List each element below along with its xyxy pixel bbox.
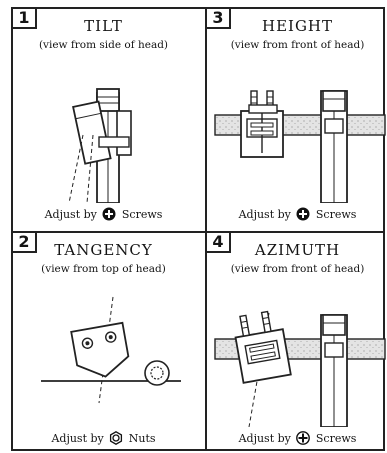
adjust-part: Screws — [315, 208, 357, 221]
adjust-label: Adjust by — [238, 432, 291, 445]
panel-subtitle: (view from side of head) — [38, 39, 169, 51]
azimuth-diagram — [207, 277, 387, 427]
tangency-diagram — [13, 277, 194, 427]
adjust-label: Adjust by — [51, 432, 104, 445]
panel-tangency — [13, 233, 194, 453]
adjust-part: Screws — [315, 432, 357, 445]
panel-subtitle: (view from front of head) — [230, 263, 365, 275]
panel-subtitle: (view from front of head) — [230, 39, 365, 51]
adjustment-diagram-grid — [11, 7, 385, 451]
panel-number: 3 — [205, 7, 231, 29]
panel-number: 1 — [11, 7, 37, 29]
plus-circle-icon — [102, 207, 116, 221]
adjust-caption — [207, 207, 387, 221]
panel-subtitle: (view from top of head) — [41, 263, 166, 275]
height-diagram — [207, 53, 387, 203]
adjust-caption — [207, 431, 387, 445]
panel-title: TILT — [84, 17, 123, 35]
adjust-part: Screws — [121, 208, 163, 221]
adjust-caption — [13, 431, 194, 445]
panel-number: 4 — [205, 231, 231, 253]
panel-number: 2 — [11, 231, 37, 253]
panel-azimuth — [207, 233, 387, 453]
hex-nut-icon — [109, 431, 123, 445]
panel-title: HEIGHT — [261, 17, 334, 35]
panel-title: TANGENCY — [54, 241, 153, 259]
adjust-label: Adjust by — [44, 208, 97, 221]
adjust-label: Adjust by — [238, 208, 291, 221]
panel-title: AZIMUTH — [254, 241, 341, 259]
tilt-diagram — [13, 53, 194, 203]
panel-tilt — [13, 9, 194, 229]
panel-height — [207, 9, 387, 229]
plus-circle-icon — [296, 207, 310, 221]
plus-circle-icon — [296, 431, 310, 445]
adjust-part: Nuts — [128, 432, 156, 445]
adjust-caption — [13, 207, 194, 221]
